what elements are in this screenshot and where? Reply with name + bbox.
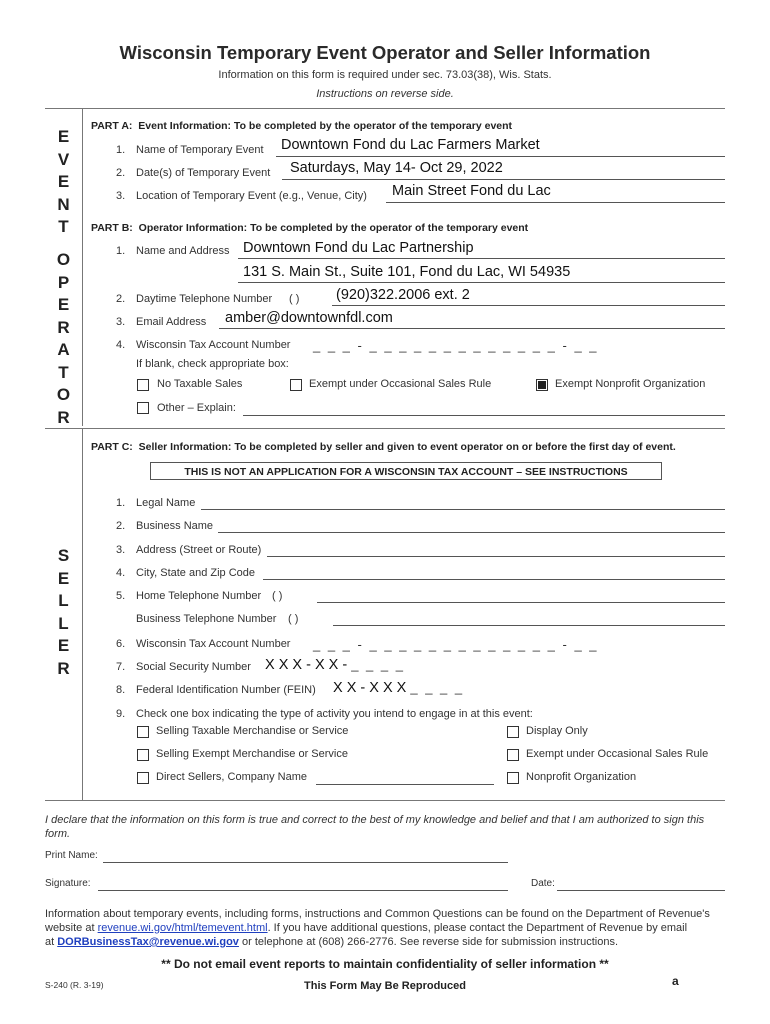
exempt-occasional-sales-checkbox[interactable] — [290, 379, 302, 391]
operator-tax-account-field[interactable]: _ _ _ - _ _ _ _ _ _ _ _ _ _ _ _ _ - _ _ — [313, 338, 599, 353]
seller-legal-name-label: Legal Name — [136, 497, 196, 509]
direct-sellers-checkbox[interactable] — [137, 772, 149, 784]
side-label-operator: O P E R A T O R — [56, 250, 71, 427]
operator-phone-field-line — [332, 305, 725, 306]
seller-exempt-occasional-checkbox[interactable] — [507, 749, 519, 761]
no-taxable-sales-label: No Taxable Sales — [157, 378, 243, 390]
seller-business-phone-area-paren: ( ) — [288, 613, 299, 625]
form-id: S-240 (R. 3-19) — [45, 980, 104, 990]
seller-tax-account-field[interactable]: _ _ _ - _ _ _ _ _ _ _ _ _ _ _ _ _ - _ _ — [313, 637, 599, 652]
item-number: 4. — [116, 567, 126, 579]
side-label-seller: S E L L E R — [57, 546, 70, 678]
seller-business-name-label: Business Name — [136, 520, 214, 532]
seller-ssn-masked[interactable]: X X X - X X - _ _ _ _ — [265, 657, 405, 673]
operator-name-value[interactable]: Downtown Fond du Lac Partnership — [243, 240, 474, 256]
section-divider-top — [45, 108, 725, 109]
temevent-link[interactable]: revenue.wi.gov/html/temevent.html — [97, 922, 268, 934]
operator-phone-value[interactable]: (920)322.2006 ext. 2 — [336, 287, 470, 303]
page-mark: a — [672, 974, 679, 988]
seller-home-phone-field[interactable] — [317, 602, 725, 603]
part-c-heading: PART C: Seller Information: To be completed by seller and given to event operator on or before the first day of event. — [91, 441, 676, 453]
operator-email-label: Email Address — [136, 316, 207, 328]
item-number: 7. — [116, 661, 126, 673]
info-line-1: Information about temporary events, including forms, instructions and Common Questions can be found on the Department of Revenue's — [45, 908, 710, 920]
seller-fein-masked[interactable]: X X - X X X _ _ _ _ — [333, 680, 465, 696]
operator-name-label: Name and Address — [136, 245, 230, 257]
item-number: 6. — [116, 638, 126, 650]
event-name-field-line — [276, 156, 725, 157]
item-number: 1. — [116, 497, 126, 509]
side-column-border-event — [82, 108, 83, 426]
confidentiality-notice: ** Do not email event reports to maintain confidentiality of seller information ** — [161, 957, 609, 971]
seller-city-state-zip-label: City, State and Zip Code — [136, 567, 256, 579]
part-a-heading: PART A: Event Information: To be completed by the operator of the temporary event — [91, 120, 513, 132]
seller-home-phone-area-paren: ( ) — [272, 590, 283, 602]
item-number: 2. — [116, 167, 126, 179]
operator-address-field-line — [238, 282, 725, 283]
item-number: 8. — [116, 684, 126, 696]
other-explain-checkbox[interactable] — [137, 402, 149, 414]
item-number: 1. — [116, 144, 126, 156]
item-number: 9. — [116, 708, 126, 720]
part-b-heading: PART B: Operator Information: To be completed by the operator of the temporary event — [91, 222, 529, 234]
selling-taxable-checkbox[interactable] — [137, 726, 149, 738]
exempt-occasional-sales-label: Exempt under Occasional Sales Rule — [309, 378, 492, 390]
display-only-checkbox[interactable] — [507, 726, 519, 738]
reproduced-note: This Form May Be Reproduced — [304, 980, 466, 992]
info-paragraph — [45, 907, 735, 949]
item-number: 2. — [116, 293, 126, 305]
seller-city-state-zip-field[interactable] — [263, 579, 725, 580]
seller-business-phone-field[interactable] — [333, 625, 725, 626]
item-number: 3. — [116, 190, 126, 202]
item-number: 3. — [116, 316, 126, 328]
event-dates-value[interactable]: Saturdays, May 14- Oct 29, 2022 — [290, 160, 503, 176]
operator-phone-area-paren: ( ) — [289, 293, 300, 305]
event-location-label: Location of Temporary Event (e.g., Venue, City) — [136, 190, 367, 202]
seller-business-phone-label: Business Telephone Number — [136, 613, 277, 625]
not-an-application-banner: THIS IS NOT AN APPLICATION FOR A WISCONSIN TAX ACCOUNT – SEE INSTRUCTIONS — [150, 462, 662, 480]
no-taxable-sales-checkbox[interactable] — [137, 379, 149, 391]
direct-sellers-label: Direct Sellers, Company Name — [156, 771, 307, 783]
event-location-value[interactable]: Main Street Fond du Lac — [392, 183, 551, 199]
seller-tax-account-label: Wisconsin Tax Account Number — [136, 638, 291, 650]
signature-label: Signature: — [45, 878, 91, 889]
form-instructions-note: Instructions on reverse side. — [316, 88, 454, 100]
form-subtitle: Information on this form is required under sec. 73.03(38), Wis. Stats. — [218, 69, 552, 81]
nonprofit-org-label: Nonprofit Organization — [526, 771, 637, 783]
activity-type-label: Check one box indicating the type of activity you intend to engage in at this event: — [136, 708, 533, 720]
exempt-nonprofit-label: Exempt Nonprofit Organization — [555, 378, 706, 390]
event-dates-field-line — [282, 179, 725, 180]
other-explain-field-line[interactable] — [243, 415, 725, 416]
seller-fein-label: Federal Identification Number (FEIN) — [136, 684, 316, 696]
info-line-2: website at revenue.wi.gov/html/temevent.html. If you have additional questions, please contact the Department of Revenue by email — [45, 922, 688, 934]
other-explain-label: Other – Explain: — [157, 402, 236, 414]
seller-address-label: Address (Street or Route) — [136, 544, 262, 556]
signature-field[interactable] — [98, 890, 508, 891]
side-label-event: E V E N T — [57, 127, 70, 236]
event-location-field-line — [386, 202, 725, 203]
selling-taxable-label: Selling Taxable Merchandise or Service — [156, 725, 349, 737]
event-name-label: Name of Temporary Event — [136, 144, 264, 156]
operator-phone-label: Daytime Telephone Number — [136, 293, 273, 305]
direct-sellers-company-field[interactable] — [316, 784, 494, 785]
print-name-field[interactable] — [103, 862, 508, 863]
seller-legal-name-field[interactable] — [201, 509, 725, 510]
date-field[interactable] — [557, 890, 725, 891]
operator-email-field-line — [219, 328, 725, 329]
declaration-text: I declare that the information on this form is true and correct to the best of my knowledge and belief and that I am authorized to sign this form. — [45, 814, 705, 840]
print-name-label: Print Name: — [45, 850, 98, 861]
section-divider-declaration — [45, 800, 725, 801]
seller-address-field[interactable] — [267, 556, 725, 557]
display-only-label: Display Only — [526, 725, 588, 737]
selling-exempt-label: Selling Exempt Merchandise or Service — [156, 748, 348, 760]
dor-email-link[interactable]: DORBusinessTax@revenue.wi.gov — [57, 936, 239, 948]
blank-check-note: If blank, check appropriate box: — [136, 358, 289, 370]
item-number: 4. — [116, 339, 126, 351]
form-title: Wisconsin Temporary Event Operator and Seller Information — [119, 42, 651, 63]
event-name-value[interactable]: Downtown Fond du Lac Farmers Market — [281, 137, 540, 153]
exempt-nonprofit-checkbox[interactable] — [536, 379, 548, 391]
info-line-3: at DORBusinessTax@revenue.wi.gov or telephone at (608) 266-2776. See reverse side for submission instructions. — [45, 936, 619, 948]
item-number: 1. — [116, 245, 126, 257]
date-label: Date: — [531, 878, 555, 889]
event-dates-label: Date(s) of Temporary Event — [136, 167, 271, 179]
section-divider-part-c — [45, 428, 725, 429]
operator-name-field-line — [238, 258, 725, 259]
operator-tax-account-label: Wisconsin Tax Account Number — [136, 339, 291, 351]
selling-exempt-checkbox[interactable] — [137, 749, 149, 761]
side-column-border-seller — [82, 428, 83, 800]
seller-exempt-occasional-label: Exempt under Occasional Sales Rule — [526, 748, 709, 760]
item-number: 5. — [116, 590, 126, 602]
operator-email-value[interactable]: amber@downtownfdl.com — [225, 310, 393, 326]
item-number: 2. — [116, 520, 126, 532]
seller-business-name-field[interactable] — [218, 532, 725, 533]
seller-ssn-label: Social Security Number — [136, 661, 251, 673]
item-number: 3. — [116, 544, 126, 556]
operator-address-value[interactable]: 131 S. Main St., Suite 101, Fond du Lac, WI 54935 — [243, 264, 571, 280]
nonprofit-org-checkbox[interactable] — [507, 772, 519, 784]
seller-home-phone-label: Home Telephone Number — [136, 590, 262, 602]
